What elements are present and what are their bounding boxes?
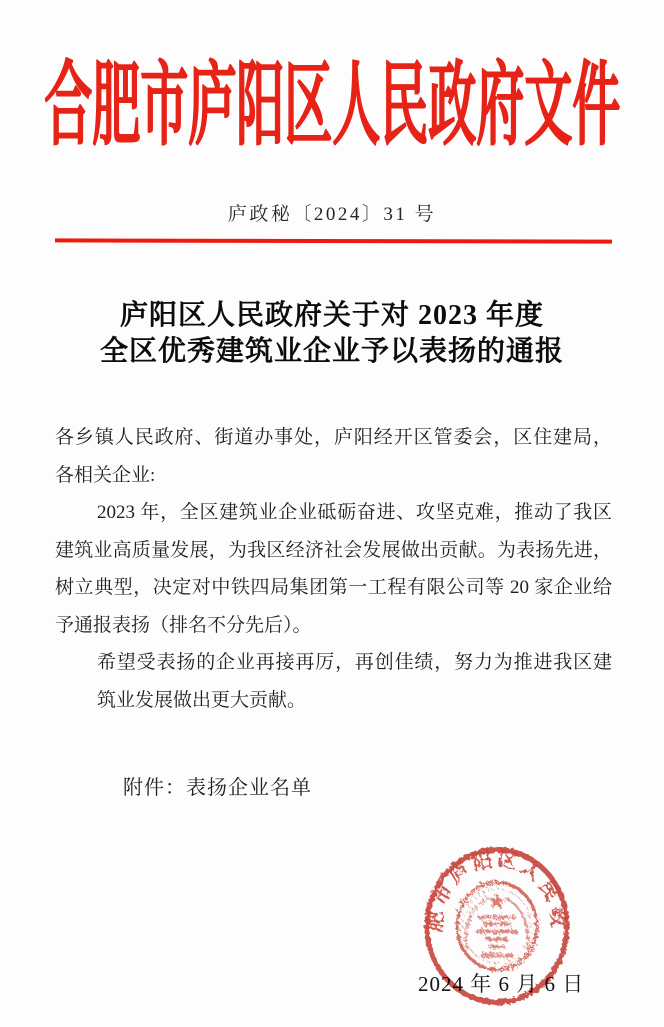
body-line: 各相关企业: (55, 464, 156, 486)
body-line: 筑业发展做出更大贡献。 (97, 689, 307, 711)
official-seal-icon (419, 841, 575, 1011)
body-line: 希望受表扬的企业再接再厉，再创佳绩，努力为推进我区建 (97, 652, 612, 673)
national-emblem-icon (457, 882, 537, 969)
body-line: 予通报表扬（排名不分先后）。 (55, 614, 312, 636)
seal-arc-text: 合肥市庐阳区人民政府 (424, 847, 570, 933)
document-number: 庐政秘〔2024〕31 号 (227, 204, 437, 225)
body-line: 各乡镇人民政府、街道办事处，庐阳经开区管委会，区住建局， (55, 427, 612, 448)
body-line: 建筑业高质量发展，为我区经济社会发展做出贡献。为表扬先进， (55, 539, 612, 561)
document-title-line-1: 庐阳区人民政府关于对 2023 年度 (119, 300, 544, 331)
red-divider-line (55, 238, 612, 243)
letterhead-title: 合肥市庐阳区人民政府文件 (43, 55, 620, 158)
document-body (55, 419, 612, 719)
document-title-line-2: 全区优秀建筑业企业予以表扬的通报 (99, 336, 564, 367)
body-line: 2023 年，全区建筑业企业砥砺奋进、攻坚克难，推动了我区 (97, 502, 612, 523)
attachment-note: 附件：表扬企业名单 (123, 777, 312, 799)
document-title (0, 298, 664, 370)
body-line: 树立典型，决定对中铁四局集团第一工程有限公司等 20 家企业给 (55, 577, 612, 598)
issue-date: 2024 年 6 月 6 日 (418, 972, 585, 996)
